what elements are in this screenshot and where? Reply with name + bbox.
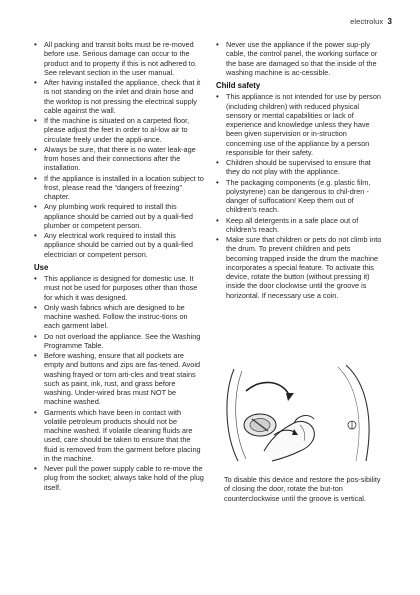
- list-item: • Only wash fabrics which are designed to be machine washed. Follow the instruc-tions on each garment label.: [34, 303, 204, 331]
- illustration-caption: To disable this device and restore the pos-sibility of closing the door, rotate the but-ton counterclockwise until the groove is vertical.: [224, 475, 381, 503]
- right-column: [216, 40, 384, 301]
- list-item: • Keep all detergents in a safe place out of children’s reach.: [216, 216, 384, 235]
- list-item: • Children should be supervised to ensure that they do not play with the appliance.: [216, 158, 384, 177]
- list-item: • Any plumbing work required to install this appliance should be carried out by a quali-fied plumber or competent person.: [34, 202, 204, 230]
- list-item: • This appliance is not intended for use by person (including children) with reduced physical sensory or mental capabilities or lack of experience and knowledge unless they have been given supervision or in-struction concerning use of the appliance by a person responsible for their safety.: [216, 92, 384, 157]
- list-item: • Never use the appliance if the power sup-ply cable, the control panel, the working surface or the base are damaged so that the inside of the washing machine is ac-cessible.: [216, 40, 384, 77]
- list-item: • Before washing, ensure that all pockets are empty and buttons and zips are fas-tened. Avoid washing frayed or torn arti-cles and treat stains such as paint, ink, rust, and grass before washing. Under-wired bras must NOT be machine washed.: [34, 351, 204, 407]
- list-item: • Do not overload the appliance. See the Washing Programme Table.: [34, 332, 204, 351]
- list-item: • Make sure that children or pets do not climb into the drum. To prevent children and pets becoming trapped inside the drum the machine incorporates a special feature. To activate this device, rotate the button (without pressing it) inside the door clockwise until the groove is horizontal. If necessary use a coin.: [216, 235, 384, 300]
- list-item: • This appliance is designed for domestic use. It must not be used for purposes other than those for which it was designed.: [34, 274, 204, 302]
- list-item: • All packing and transit bolts must be re-moved before use. Serious damage can occur to the product and to property if this is not adhered to. See relevant section in the user manual.: [34, 40, 204, 77]
- child-safety-list: [216, 92, 384, 300]
- list-item: • Always be sure, that there is no water leak-age from hoses and their connections after the installation.: [34, 145, 204, 173]
- brand-name: electrolux: [350, 17, 384, 26]
- list-item: • If the appliance is installed in a location subject to frost, please read the “dangers of freezing” chapter.: [34, 174, 204, 202]
- section-heading-child-safety: Child safety: [216, 81, 261, 90]
- list-item: • The packaging components (e.g. plastic film, polystyrene) can be dangerous to chil-dren - danger of suffocation! Keep them out of children’s reach.: [216, 178, 384, 215]
- child-lock-illustration: [216, 363, 386, 467]
- left-column: [34, 40, 204, 493]
- list-item: • After having installed the appliance, check that it is not standing on the inlet and drain hose and the worktop is not pressing the electrical supply cable against the wall.: [34, 78, 204, 115]
- child-lock-drawing: [216, 363, 386, 467]
- list-item: • Garments which have been in contact with volatile petroleum products should not be machine washed. If volatile cleaning fluids are used, care should be taken to ensure that the fluid is removed from the garment before placing in the machine.: [34, 408, 204, 464]
- section-heading-use: Use: [34, 262, 49, 272]
- list-item: • Never pull the power supply cable to re-move the plug from the socket; always take hold of the plug itself.: [34, 464, 204, 492]
- list-item: • If the machine is situated on a carpeted floor, please adjust the feet in order to al-low air to circulate freely under the appli-ance.: [34, 116, 204, 144]
- use-list-continued: [216, 40, 384, 77]
- list-item: • Any electrical work required to install this appliance should be carried out by a quali-fied electrician or competent person.: [34, 231, 204, 259]
- page-header: [350, 17, 392, 26]
- page-number: 3: [387, 17, 392, 26]
- installation-list: [34, 40, 204, 259]
- use-list: [34, 274, 204, 492]
